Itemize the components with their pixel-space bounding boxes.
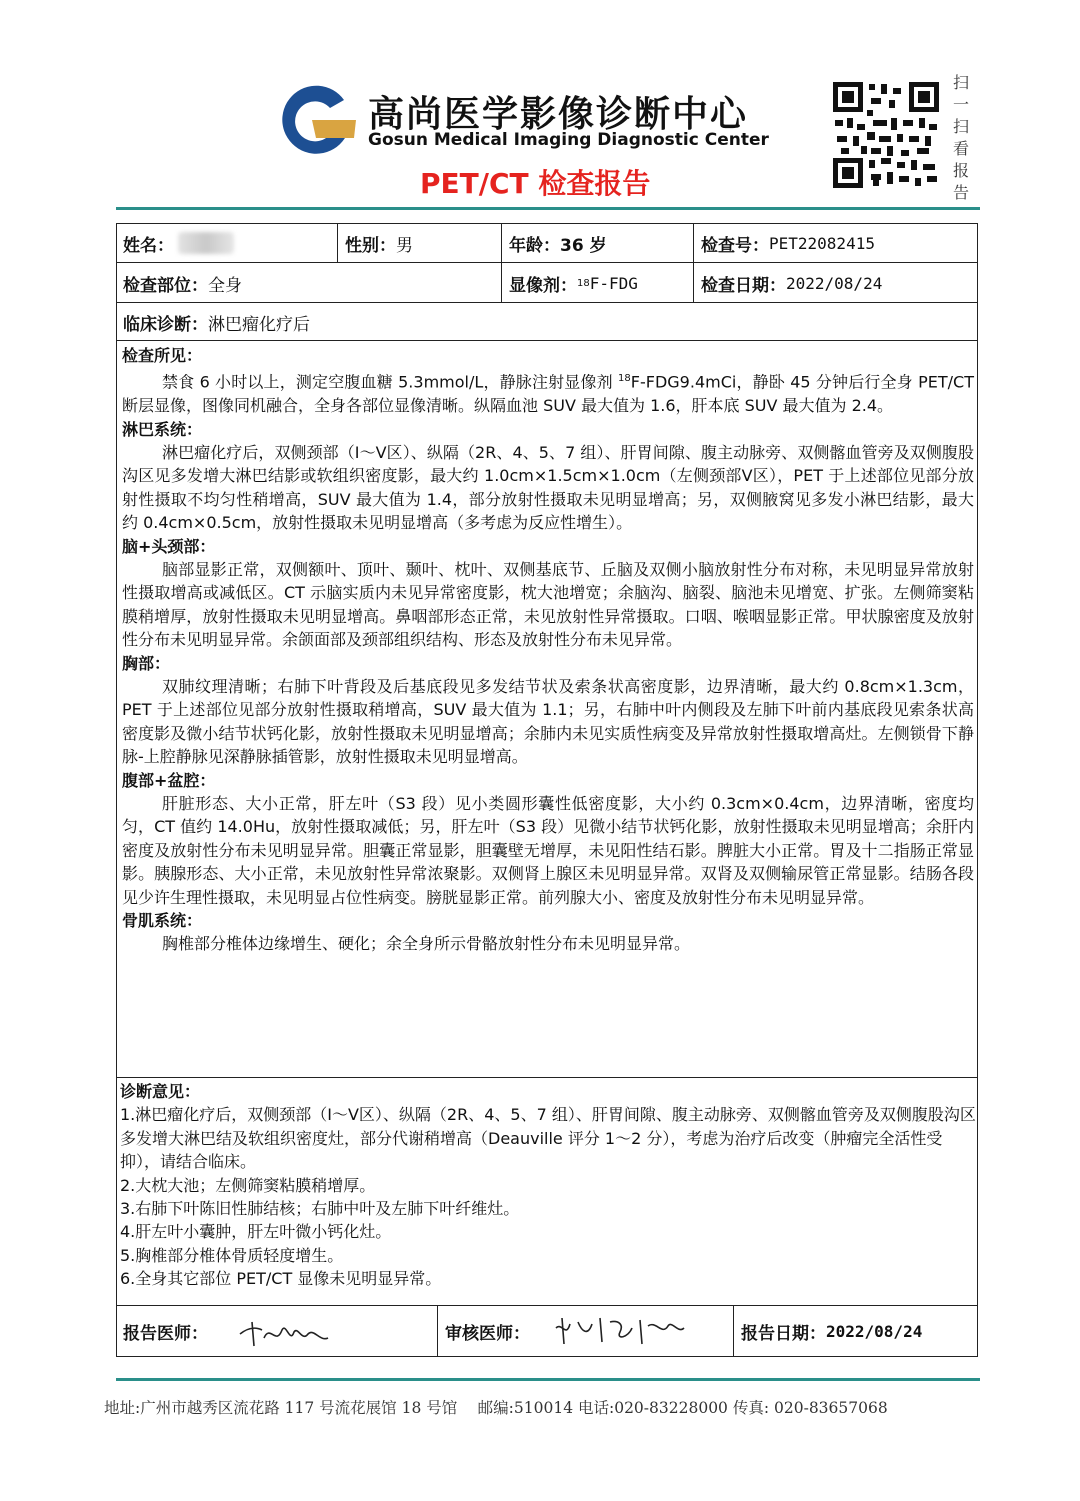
diagnosis-section — [120, 1080, 976, 1291]
tracer-isotope: 18 — [577, 277, 590, 289]
reporter-signature — [236, 1316, 332, 1350]
age-value: 36 岁 — [560, 235, 607, 256]
region-value: 全身 — [208, 275, 242, 296]
report-date-cell — [735, 1307, 977, 1355]
patient-name-cell — [117, 224, 337, 262]
redacted-name — [178, 232, 234, 254]
diagnosis-item: 6.全身其它部位 PET/CT 显像未见明显异常。 — [120, 1269, 442, 1289]
exam-date-label: 检查日期： — [701, 275, 786, 296]
exam-date-value: 2022/08/24 — [786, 273, 883, 293]
report-title: PET/CT 检查报告 — [420, 167, 651, 200]
report-date-value: 2022/08/24 — [826, 1321, 923, 1341]
exam-no-label: 检查号： — [701, 235, 769, 256]
diagnosis-item: 2.大枕大池；左侧筛窦粘膜稍增厚。 — [120, 1175, 376, 1195]
chest-text: 双肺纹理清晰；右肺下叶背段及后基底段见多发结节状及索条状高密度影，边界清晰，最大约 0.8cm×1.3cm，PET 于上述部位见部分放射性摄取稍增高，SUV 最大值为 1.1；另，右肺中叶内侧段及左肺下叶前内基底段见索条状高密度影及微小结节状钙化影，放射性摄取未见明显增高；余肺内未见实质性病变及异常放射性摄取增高灶。左侧锁骨下静脉-上腔静脉见深静脉插管影，放射性摄取未见明显增高。 — [122, 677, 974, 767]
diagnosis-item: 3.右肺下叶陈旧性肺结核；右肺中叶及左肺下叶纤维灶。 — [120, 1199, 520, 1219]
region-cell — [117, 264, 501, 302]
diagnosis-item: 1.淋巴瘤化疗后，双侧颈部（Ⅰ～Ⅴ区）、纵隔（2R、4、5、7 组）、肝胃间隙、腹主动脉旁、双侧髂血管旁及双侧腹股沟区多发增大淋巴结及软组织密度灶，部分代谢稍增高（Deauville 评分 1～2 分），考虑为治疗后改变（肿瘤完全活性受抑），请结合临床。 — [120, 1105, 976, 1172]
qr-caption: 扫 一 扫 看 报 告 — [952, 73, 969, 202]
clinical-value: 淋巴瘤化疗后 — [208, 314, 310, 335]
findings-intro: 禁食 6 小时以上，测定空腹血糖 5.3mmol/L，静脉注射显像剂 $^{18}$F-FDG9.4mCi，静卧 45 分钟后行全身 PET/CT 断层显像，图像同机融合，全身各部位显像清晰。纵隔血池 SUV 最大值为 1.6，肝本底 SUV 最大值为 2.4。 — [122, 372, 974, 416]
region-label: 检查部位： — [123, 275, 208, 296]
tracer-value: F-FDG — [589, 273, 638, 293]
reporter-label: 报告医师： — [123, 1323, 208, 1344]
diagnosis-item: 4.肝左叶小囊肿，肝左叶微小钙化灶。 — [120, 1222, 392, 1242]
org-name-cn: 高尚医学影像诊断中心 — [368, 94, 749, 135]
age-cell — [503, 224, 693, 262]
diagnosis-item: 5.胸椎部分椎体骨质轻度增生。 — [120, 1245, 344, 1265]
tracer-cell — [503, 264, 693, 302]
report-date-label: 报告日期： — [741, 1323, 826, 1344]
lymph-title: 淋巴系统： — [122, 419, 203, 439]
name-label: 姓名： — [123, 235, 174, 256]
lymph-text: 淋巴瘤化疗后，双侧颈部（Ⅰ～Ⅴ区）、纵隔（2R、4、5、7 组）、肝胃间隙、腹主动脉旁、双侧髂血管旁及双侧腹股沟区见多发增大淋巴结影或软组织密度影，最大约 1.0cm×1.5cm×1.0cm（左侧颈部Ⅴ区），PET 于上述部位见部分放射性摄取不均匀性稍增高，SUV 最大值为 1.4，部分放射性摄取未见明显增高；另，双侧腋窝见多发小淋巴结影，最大约 0.4cm×0.5cm，放射性摄取未见明显增高（多考虑为反应性增生）。 — [122, 442, 974, 533]
footer-divider — [116, 1378, 980, 1381]
diagnosis-title: 诊断意见： — [120, 1082, 201, 1101]
chest-title: 胸部： — [122, 653, 171, 673]
tracer-label: 显像剂： — [509, 275, 577, 296]
findings-section — [122, 344, 974, 956]
clinical-label: 临床诊断： — [123, 314, 208, 335]
brain-text: 脑部显影正常，双侧额叶、顶叶、颞叶、枕叶、双侧基底节、丘脑及双侧小脑放射性分布对称，未见明显异常放射性摄取增高或减低区。CT 示脑实质内未见异常密度影，枕大池增宽；余脑沟、脑裂、脑池未见增宽、扩张。左侧筛窦粘膜稍增厚，放射性摄取未见明显增高。鼻咽部形态正常，未见放射性异常摄取。口咽、喉咽显影正常。甲状腺密度及放射性分布未见明显异常。余颌面部及颈部组织结构、形态及放射性分布未见异常。 — [122, 559, 974, 650]
reviewer-signature — [548, 1314, 688, 1348]
exam-no-value: PET22082415 — [769, 233, 875, 253]
footer-contact: 地址:广州市越秀区流花路 117 号流花展馆 18 号馆 邮编:510014 电话:020-83228000 传真: 020-83657068 — [104, 1399, 888, 1417]
bone-text: 胸椎部分椎体边缘增生、硬化；余全身所示骨骼放射性分布未见明显异常。 — [162, 934, 691, 954]
gosun-logo-icon — [274, 80, 358, 164]
qr-code-icon[interactable] — [831, 80, 941, 190]
findings-title: 检查所见： — [122, 346, 203, 365]
org-name-en: Gosun Medical Imaging Diagnostic Center — [368, 130, 769, 150]
bone-title: 骨肌系统： — [122, 911, 203, 931]
reviewer-label: 审核医师： — [445, 1323, 530, 1344]
abdomen-text: 肝脏形态、大小正常，肝左叶（S3 段）见小类圆形囊性低密度影，大小约 0.3cm×0.4cm，边界清晰，密度均匀，CT 值约 14.0Hu，放射性摄取减低；另，肝左叶（S3 段）见微小结节状钙化影，放射性摄取未见明显增高；余肝内密度及放射性分布未见明显异常。胆囊正常显影，胆囊壁无增厚，未见阳性结石影。脾脏大小正常。胃及十二指肠正常显影。胰腺形态、大小正常，未见放射性异常浓聚影。双侧肾上腺区未见明显异常。双肾及双侧输尿管正常显影。结肠各段见少许生理性摄取，未见明显占位性病变。膀胱显影正常。前列腺大小、密度及放射性分布未见明显异常。 — [122, 794, 974, 907]
sex-value: 男 — [396, 235, 413, 256]
exam-date-cell — [695, 264, 977, 302]
abdomen-title: 腹部+盆腔： — [122, 770, 216, 790]
exam-no-cell — [695, 224, 977, 262]
header-divider — [116, 207, 980, 210]
sex-cell — [339, 224, 501, 262]
brain-title: 脑+头颈部： — [122, 536, 216, 556]
age-label: 年龄： — [509, 235, 560, 256]
sex-label: 性别： — [345, 235, 396, 256]
clinical-diagnosis-cell — [117, 304, 977, 340]
